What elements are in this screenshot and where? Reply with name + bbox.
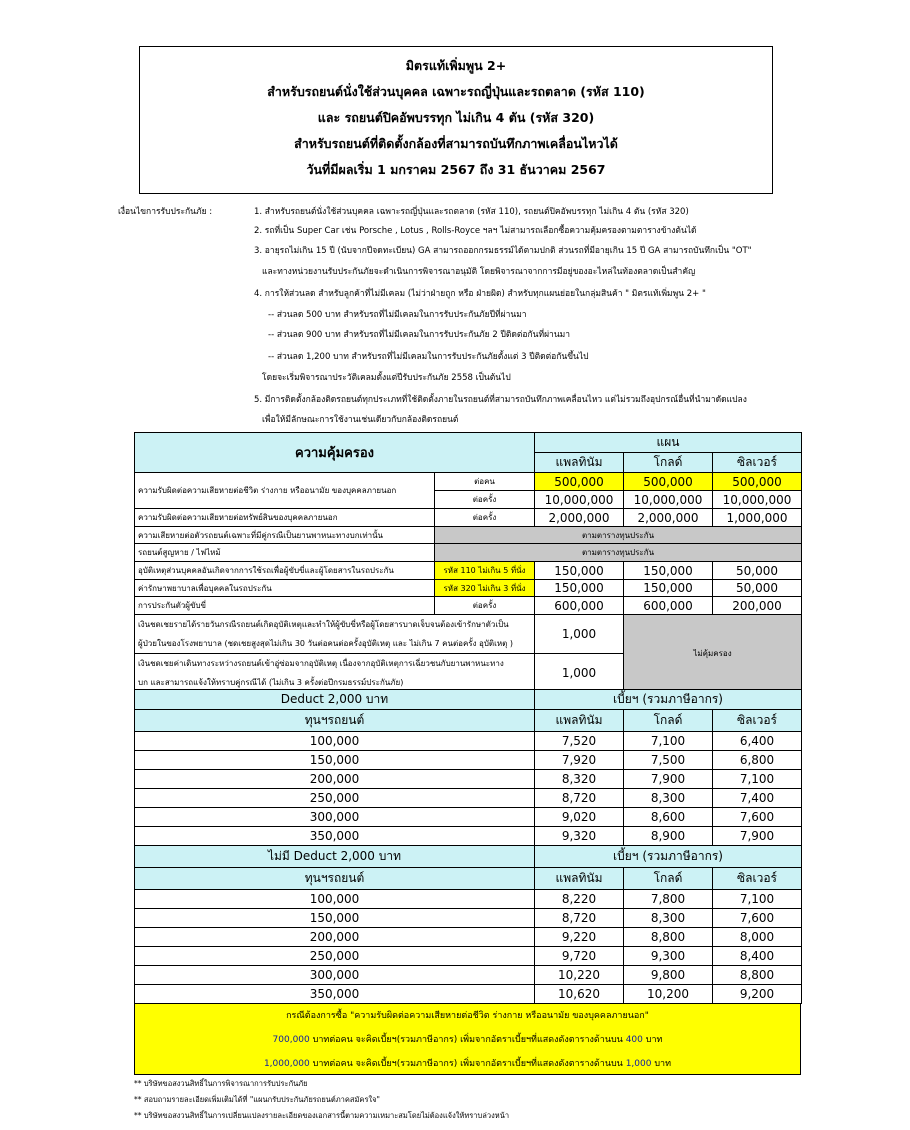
conditions-label: เงื่อนไขการรับประกันภัย : (118, 207, 213, 217)
premium-silver: 7,900 (713, 827, 802, 846)
premium-gold: 7,800 (624, 890, 713, 909)
compensation-line-1: เงินชดเชยรายได้รายวันกรณีรถยนต์เกิดอุบัติเหตุและทำให้ผู้ขับขี่หรือผู้โดยสารบาดเจ็บจนต้องเข้ารักษาตัวเป็น (138, 620, 509, 629)
condition-line: โดยจะเริ่มพิจารณาประวัติเคลมตั้งแต่ปีรับประกันภัย 2558 เป็นต้นไป (262, 373, 511, 383)
sum-insured: 200,000 (135, 928, 535, 947)
deduct-title: Deduct 2,000 บาท (135, 690, 535, 710)
footer-amount-1m: 1,000,000 (263, 1059, 310, 1069)
per-time-label: ต่อครั้ง (435, 597, 535, 615)
notes-section (134, 1076, 509, 1124)
condition-line: -- ส่วนลด 900 บาท สำหรับรถที่ไม่มีเคลมในการรับประกันภัย 2 ปีติดต่อกันที่ผ่านมา (268, 330, 571, 340)
accident-label: อุบัติเหตุส่วนบุคคลอันเกิดจากการใช้รถเพื่อผู้ขับขี่และผู้โดยสารในรถประกัน (135, 562, 435, 580)
footer-amount-700k: 700,000 (272, 1035, 310, 1045)
property-silver: 1,000,000 (713, 509, 802, 527)
liability-life-label: ความรับผิดต่อความเสียหายต่อชีวิต ร่างกาย หรืออนามัย ของบุคคลภายนอก (135, 473, 435, 509)
sum-insured: 150,000 (135, 751, 535, 770)
table-row (135, 890, 802, 909)
condition-line: 5. มีการติดตั้งกล้องติดรถยนต์ทุกประเภทที่ใช้ติดตั้งภายในรถยนต์ที่สามารถบันทึกภาพเคลื่อนไหว แต่ไม่รวมถึงอุปกรณ์อื่นที่นำมาดัดแปลง (254, 395, 747, 405)
table-row (135, 909, 802, 928)
premium-silver: 6,800 (713, 751, 802, 770)
medical-gold: 150,000 (624, 580, 713, 597)
bail-gold: 600,000 (624, 597, 713, 615)
table-row (135, 808, 802, 827)
premium-silver: 8,000 (713, 928, 802, 947)
premium-platinum: 9,220 (535, 928, 624, 947)
premium-platinum: 9,720 (535, 947, 624, 966)
footer-extra-1000: 1,000 (625, 1059, 652, 1069)
optional-liability-box (134, 1003, 801, 1075)
premium-silver: 7,600 (713, 808, 802, 827)
table-row (135, 770, 802, 789)
condition-line: เพื่อให้มีลักษณะการใช้งานเช่นเดียวกับกล้องติดรถยนต์ (262, 415, 459, 425)
per-time-label: ต่อครั้ง (435, 509, 535, 527)
property-gold: 2,000,000 (624, 509, 713, 527)
premium-platinum: 8,720 (535, 909, 624, 928)
premium-silver: 7,600 (713, 909, 802, 928)
table-row (135, 928, 802, 947)
sum-insured: 300,000 (135, 808, 535, 827)
premium-gold: 8,300 (624, 789, 713, 808)
life-person-gold: 500,000 (624, 473, 713, 491)
table-row (135, 732, 802, 751)
compensation-value: 1,000 (535, 615, 624, 654)
footer-line-2 (135, 1028, 800, 1052)
table-row (135, 985, 802, 1004)
title-box (139, 46, 773, 194)
premium-platinum: 8,720 (535, 789, 624, 808)
sum-insured: 250,000 (135, 947, 535, 966)
sum-insured: 250,000 (135, 789, 535, 808)
premium-gold: 7,500 (624, 751, 713, 770)
premium-gold: 8,600 (624, 808, 713, 827)
not-covered-cell: ไม่คุ้มครอง (624, 615, 802, 693)
sum-insured: 300,000 (135, 966, 535, 985)
premium-silver: 7,100 (713, 890, 802, 909)
premium-platinum: 9,020 (535, 808, 624, 827)
theft-fire-value: ตามตารางทุนประกัน (435, 544, 802, 562)
premium-platinum: 7,520 (535, 732, 624, 751)
premium-platinum: 9,320 (535, 827, 624, 846)
per-person-label: ต่อคน (435, 473, 535, 491)
deduct-rows (135, 732, 802, 846)
condition-line: -- ส่วนลด 500 บาท สำหรับรถที่ไม่มีเคลมในการรับประกันภัยปีที่ผ่านมา (268, 310, 527, 320)
travel-line-2: บก และสามารถแจ้งให้ทราบคู่กรณีได้ (ไม่เกิน 3 ครั้งต่อปีกรมธรรม์ประกันภัย) (138, 678, 404, 687)
sum-insured: 100,000 (135, 732, 535, 751)
premium-platinum: 8,220 (535, 890, 624, 909)
premium-silver: 7,400 (713, 789, 802, 808)
premium-platinum: 8,320 (535, 770, 624, 789)
accident-platinum: 150,000 (535, 562, 624, 580)
condition-line: และทางหน่วยงานรับประกันภัยจะดำเนินการพิจารณาอนุมัติ โดยพิจารณาจากการมีอยู่ของอะไหล่ในท้องตลาดเป็นสำคัญ (262, 267, 696, 277)
own-damage-value: ตามตารางทุนประกัน (435, 527, 802, 544)
condition-line: 1. สำหรับรถยนต์นั่งใช้ส่วนบุคคล เฉพาะรถญี่ปุ่นและรถตลาด (รหัส 110), รถยนต์ปิคอัพบรรทุก ไม่เกิน 4 ตัน (รหัส 320) (254, 207, 689, 217)
bail-label: การประกันตัวผู้ขับขี่ (135, 597, 435, 615)
footer-line-3 (135, 1052, 800, 1076)
table-row (135, 947, 802, 966)
bail-silver: 200,000 (713, 597, 802, 615)
condition-line: -- ส่วนลด 1,200 บาท สำหรับรถที่ไม่มีเคลมในการรับประกันภัยตั้งแต่ 3 ปีติดต่อกันขึ้นไป (268, 352, 589, 362)
premium-silver: 6,400 (713, 732, 802, 751)
table-row (135, 789, 802, 808)
title-line-2: สำหรับรถยนต์นั่งใช้ส่วนบุคคล เฉพาะรถญี่ปุ่นและรถตลาด (รหัส 110) (267, 84, 645, 99)
plan-platinum: แพลทินัม (535, 710, 624, 732)
title-line-5: วันที่มีผลเริ่ม 1 มกราคม 2567 ถึง 31 ธันวาคม 2567 (306, 162, 606, 177)
sum-insured-header: ทุนฯรถยนต์ (135, 868, 535, 890)
sum-insured: 200,000 (135, 770, 535, 789)
table-row (135, 751, 802, 770)
travel-line-1: เงินชดเชยค่าเดินทางระหว่างรถยนต์เข้าอู่ซ่อมจากอุบัติเหตุ เนื่องจากอุบัติเหตุการเฉี่ยวชนกับยานพาหนะทาง (138, 659, 504, 668)
property-platinum: 2,000,000 (535, 509, 624, 527)
theft-fire-label: รถยนต์สูญหาย / ไฟไหม้ (135, 544, 435, 562)
life-person-platinum: 500,000 (535, 473, 624, 491)
bail-platinum: 600,000 (535, 597, 624, 615)
travel-value: 1,000 (535, 654, 624, 693)
note-line: ** บริษัทขอสงวนสิทธิ์ในการเปลี่ยนแปลงรายละเอียดของเอกสารนี้ตามความเหมาะสมโดยไม่ต้องแจ้งให้ทราบล่วงหน้า (134, 1111, 510, 1120)
plan-platinum: แพลทินัม (535, 453, 624, 473)
plan-gold: โกลด์ (624, 868, 713, 890)
no-deduct-rows (135, 890, 802, 1004)
premium-gold: 7,100 (624, 732, 713, 751)
premium-gold: 8,800 (624, 928, 713, 947)
code-110-badge: รหัส 110 ไม่เกิน 5 ที่นั่ง (435, 562, 535, 580)
accident-gold: 150,000 (624, 562, 713, 580)
plan-silver: ซิลเวอร์ (713, 710, 802, 732)
coverage-header: ความคุ้มครอง (135, 433, 535, 473)
accident-silver: 50,000 (713, 562, 802, 580)
sum-insured: 350,000 (135, 985, 535, 1004)
plan-platinum: แพลทินัม (535, 868, 624, 890)
sum-insured: 350,000 (135, 827, 535, 846)
plan-silver: ซิลเวอร์ (713, 868, 802, 890)
premium-platinum: 10,220 (535, 966, 624, 985)
life-time-silver: 10,000,000 (713, 491, 802, 509)
footer-unit: บาท (642, 1035, 663, 1045)
plan-silver: ซิลเวอร์ (713, 453, 802, 473)
title-line-1: มิตรแท้เพิ่มพูน 2+ (405, 58, 507, 73)
sum-insured: 100,000 (135, 890, 535, 909)
premium-gold: 9,300 (624, 947, 713, 966)
no-deduct-title: ไม่มี Deduct 2,000 บาท (135, 846, 535, 868)
note-line: ** บริษัทขอสงวนสิทธิ์ในการพิจารณาการรับประกันภัย (134, 1079, 308, 1088)
own-damage-label: ความเสียหายต่อตัวรถยนต์เฉพาะที่มีคู่กรณีเป็นยานพาหนะทางบกเท่านั้น (135, 527, 435, 544)
footer-unit: บาท (651, 1059, 672, 1069)
table-row (135, 966, 802, 985)
plan-gold: โกลด์ (624, 453, 713, 473)
liability-property-label: ความรับผิดต่อความเสียหายต่อทรัพย์สินของบุคคลภายนอก (135, 509, 435, 527)
title-line-3: และ รถยนต์ปิคอัพบรรทุก ไม่เกิน 4 ตัน (รหัส 320) (317, 110, 595, 125)
premium-gold: 8,300 (624, 909, 713, 928)
premium-silver: 8,800 (713, 966, 802, 985)
medical-label: ค่ารักษาพยาบาลเพื่อบุคคลในรถประกัน (135, 580, 435, 597)
footer-line-1: กรณีต้องการซื้อ "ความรับผิดต่อความเสียหายต่อชีวิต ร่างกาย หรืออนามัย ของบุคคลภายนอก" (286, 1011, 649, 1021)
premium-silver: 8,400 (713, 947, 802, 966)
travel-label (135, 654, 535, 693)
premium-platinum: 10,620 (535, 985, 624, 1004)
premium-header: เบี้ยฯ (รวมภาษีอากร) (535, 846, 802, 868)
note-line: ** สอบถามรายละเอียดเพิ่มเติมได้ที่ "แผนกรับประกันภัยรถยนต์ภาคสมัครใจ" (134, 1095, 380, 1104)
footer-extra-400: 400 (625, 1035, 643, 1045)
medical-platinum: 150,000 (535, 580, 624, 597)
life-time-gold: 10,000,000 (624, 491, 713, 509)
plan-header: แผน (535, 433, 802, 453)
compensation-line-2: ผู้ป่วยในของโรงพยาบาล (ชดเชยสูงสุดไม่เกิน 30 วันต่อคนต่อครั้งอุบัติเหตุ และ ไม่เกิน 7 คนต่อครั้ง อุบัติเหตุ ) (138, 639, 513, 648)
premium-deduct-table (134, 689, 802, 846)
sum-insured: 150,000 (135, 909, 535, 928)
premium-header: เบี้ยฯ (รวมภาษีอากร) (535, 690, 802, 710)
plan-gold: โกลด์ (624, 710, 713, 732)
life-person-silver: 500,000 (713, 473, 802, 491)
premium-gold: 8,900 (624, 827, 713, 846)
premium-silver: 9,200 (713, 985, 802, 1004)
table-row (135, 827, 802, 846)
premium-silver: 7,100 (713, 770, 802, 789)
medical-silver: 50,000 (713, 580, 802, 597)
premium-gold: 10,200 (624, 985, 713, 1004)
code-320-badge: รหัส 320 ไม่เกิน 3 ที่นั่ง (435, 580, 535, 597)
footer-text: บาทต่อคน จะคิดเบี้ยฯ(รวมภาษีอากร) เพิ่มจากอัตราเบี้ยฯที่แสดงดังตารางด้านบน (309, 1035, 626, 1045)
condition-line: 4. การให้ส่วนลด สำหรับลูกค้าที่ไม่มีเคลม (ไม่ว่าฝ่ายถูก หรือ ฝ่ายผิด) สำหรับทุกแผนย่อยในกลุ่มสินค้า " มิตรแท้เพิ่มพูน 2+ " (254, 289, 706, 299)
premium-gold: 9,800 (624, 966, 713, 985)
premium-platinum: 7,920 (535, 751, 624, 770)
premium-no-deduct-table (134, 845, 802, 1004)
life-time-platinum: 10,000,000 (535, 491, 624, 509)
condition-line: 3. อายุรถไม่เกิน 15 ปี (นับจากปีจดทะเบียน) GA สามารถออกกรมธรรม์ได้ตามปกติ ส่วนรถที่มีอายุเกิน 15 ปี GA สามารถบันทึกเป็น "OT" (254, 246, 752, 256)
footer-text: บาทต่อคน จะคิดเบี้ยฯ(รวมภาษีอากร) เพิ่มจากอัตราเบี้ยฯที่แสดงดังตารางด้านบน (309, 1059, 626, 1069)
compensation-label (135, 615, 535, 654)
sum-insured-header: ทุนฯรถยนต์ (135, 710, 535, 732)
per-time-label: ต่อครั้ง (435, 491, 535, 509)
title-line-4: สำหรับรถยนต์ที่ติดตั้งกล้องที่สามารถบันทึกภาพเคลื่อนไหวได้ (294, 136, 618, 151)
premium-gold: 7,900 (624, 770, 713, 789)
coverage-table (134, 432, 802, 693)
condition-line: 2. รถที่เป็น Super Car เช่น Porsche , Lotus , Rolls-Royce ฯลฯ ไม่สามารถเลือกซื้อความคุ้มครองตามตารางข้างต้นได้ (254, 226, 697, 236)
